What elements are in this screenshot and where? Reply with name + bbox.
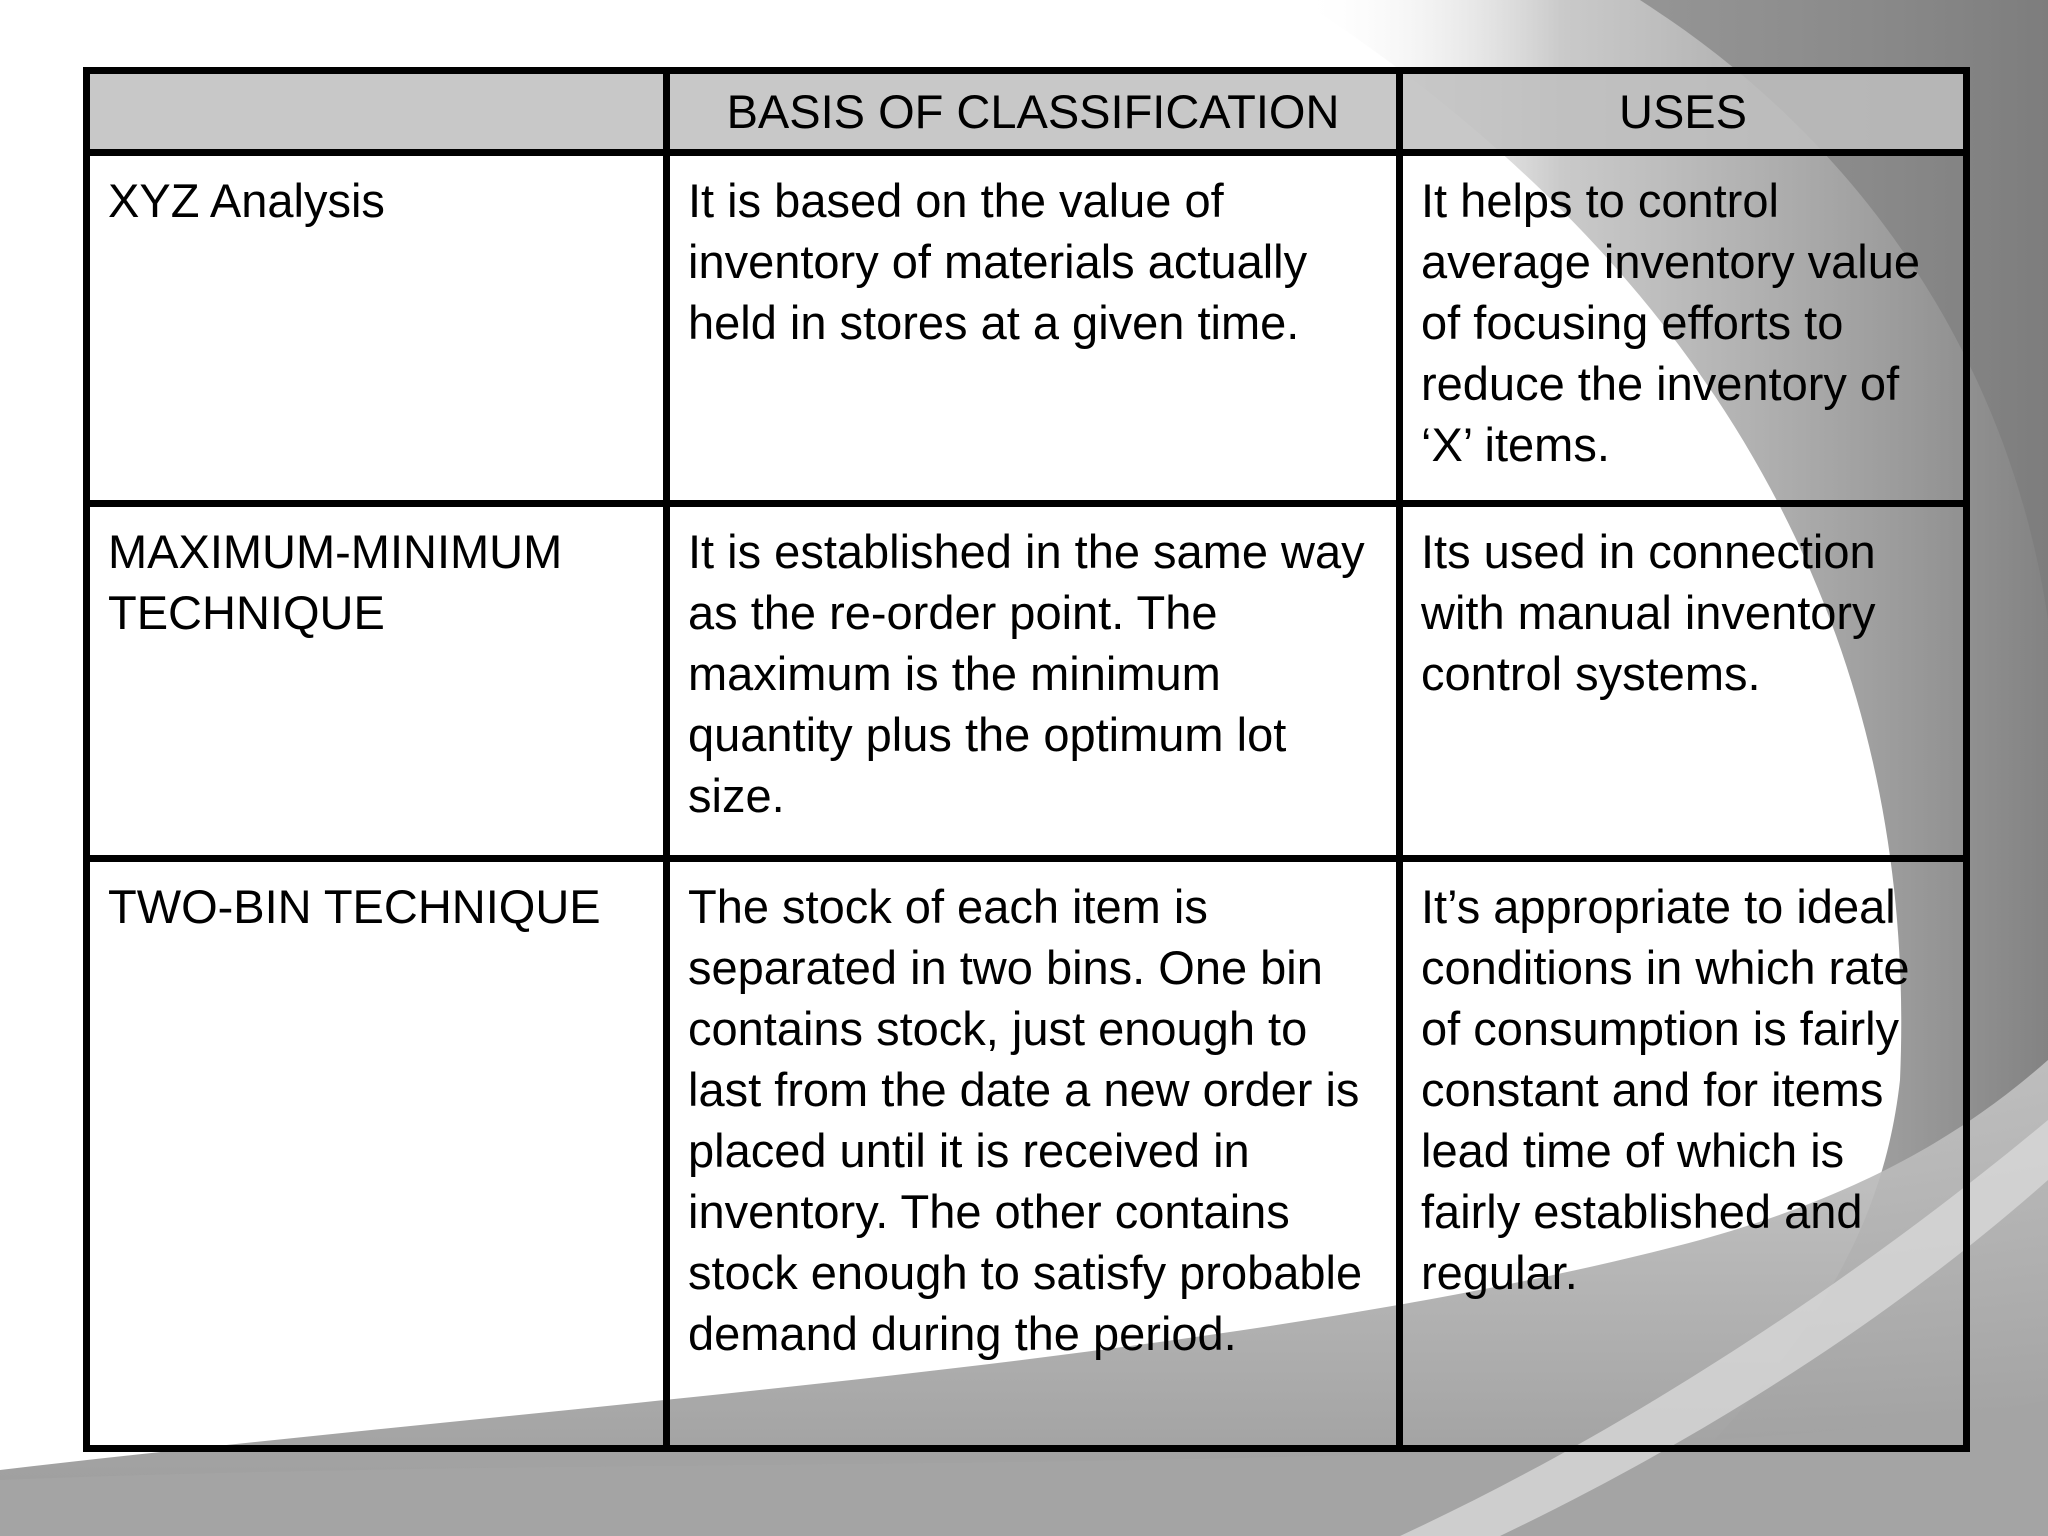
technique-cell: XYZ Analysis: [87, 153, 667, 504]
header-uses: USES: [1400, 71, 1967, 153]
technique-cell: MAXIMUM-MINIMUM TECHNIQUE: [87, 504, 667, 859]
basis-cell: It is established in the same way as the re-order point. The maximum is the minimum quantity plus the optimum lot size.: [667, 504, 1400, 859]
table-header-row: [87, 71, 1967, 153]
basis-cell: It is based on the value of inventory of materials actually held in stores at a given time.: [667, 153, 1400, 504]
uses-cell: It helps to control average inventory value of focusing efforts to reduce the inventory of ‘X’ items.: [1400, 153, 1967, 504]
table-row: [87, 859, 1967, 1449]
table-row: [87, 153, 1967, 504]
uses-cell: It’s appropriate to ideal conditions in which rate of consumption is fairly constant and for items lead time of which is fairly established and regular.: [1400, 859, 1967, 1449]
header-corner-cell: [87, 71, 667, 153]
technique-cell: TWO-BIN TECHNIQUE: [87, 859, 667, 1449]
comparison-table: [83, 67, 1970, 1452]
uses-cell: Its used in connection with manual inventory control systems.: [1400, 504, 1967, 859]
table-row: [87, 504, 1967, 859]
header-basis-of-classification: BASIS OF CLASSIFICATION: [667, 71, 1400, 153]
basis-cell: The stock of each item is separated in two bins. One bin contains stock, just enough to last from the date a new order is placed until it is received in inventory. The other contains stock enough to satisfy probable demand during the period.: [667, 859, 1400, 1449]
